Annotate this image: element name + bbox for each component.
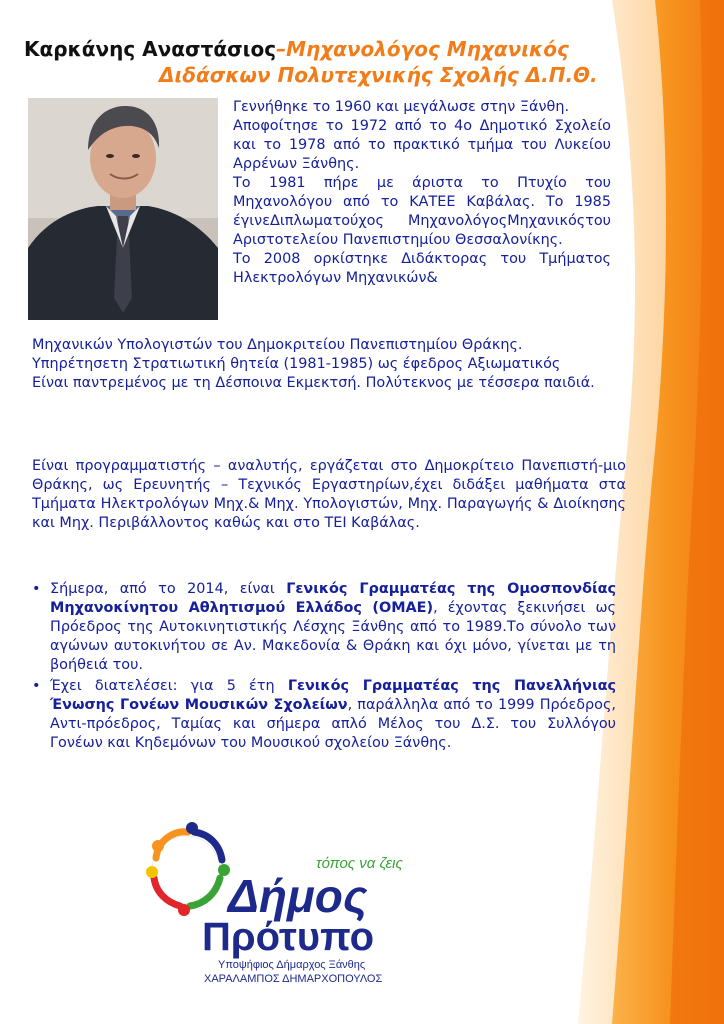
- bio-paragraph: Είναι παντρεμένος με τη Δέσποινα Εκμεκτσή. Πολύτεκνος με τέσσερα παιδιά.: [32, 375, 595, 391]
- bio-intro-column: [233, 98, 611, 288]
- list-item: • Σήμερα, από το 2014, είναι Γενικός Γραμματέας της Ομοσπονδίας Μηχανοκίνητου Αθλητισμού Ελλάδος (ΟΜΑΕ), έχοντας ξεκινήσει ως Πρόεδρος της Αυτοκινητιστικής Λέσχης Ξάνθης από το 1989.Το σύνολο των αγώνων αυτοκινήτου σε Αν. Μακεδονία & Θράκη και όχι μόνο, γίνεται με τη βοήθειά του.: [32, 581, 616, 673]
- bio-continued: [32, 336, 626, 393]
- bullet-marker: •: [32, 678, 41, 694]
- bullet-list: [32, 580, 616, 755]
- logo-tagline: τόπος να ζεις: [316, 855, 403, 872]
- bio-career: [32, 457, 626, 533]
- role-subtitle: Διδάσκων Πολυτεχνικής Σχολής Δ.Π.Θ.: [159, 63, 598, 87]
- logo-word-protypo: Πρότυπο: [202, 915, 375, 959]
- bullet-marker: •: [32, 581, 41, 597]
- campaign-logo: [140, 818, 420, 988]
- list-item: • Έχει διατελέσει: για 5 έτη Γενικός Γραμματέας της Πανελλήνιας Ένωσης Γονέων Μουσικών Σχολείων, παράλληλα από το 1999 Πρόεδρος, Αντι-πρόεδρος, Ταμίας και σήμερα απλό Μέλος του Δ.Σ. του Συλλόγου Γονέων και Κηδεμόνων του Μουσικού σχολείου Ξάνθης.: [32, 678, 616, 751]
- logo-subtitle: Υποψήφιος Δήμαρχος Ξάνθης: [218, 959, 366, 971]
- person-name: Καρκάνης Αναστάσιος: [24, 37, 277, 61]
- portrait-photo: [28, 98, 218, 320]
- page-title: [24, 36, 624, 87]
- bio-paragraph: Μηχανικών Υπολογιστών του Δημοκριτείου Πανεπιστημίου Θράκης.: [32, 337, 523, 353]
- role-title: –Μηχανολόγος Μηχανικός: [276, 37, 569, 61]
- bio-paragraph: Το 2008 ορκίστηκε Διδάκτορας του Τμήματος Ηλεκτρολόγων Μηχανικών&: [233, 251, 611, 286]
- bio-paragraph: Το 1981 πήρε με άριστα το Πτυχίο του Μηχανολόγου από το ΚΑΤΕΕ Καβάλας. Το 1985 έγινεΔιπλωματούχος ΜηχανολόγοςΜηχανικόςτου Αριστοτελείου Πανεπιστημίου Θεσσαλονίκης.: [233, 175, 611, 248]
- bio-paragraph: Γεννήθηκε το 1960 και μεγάλωσε στην Ξάνθη.: [233, 99, 570, 115]
- logo-word-dimos: Δήμος: [228, 870, 368, 922]
- bio-paragraph: Υπηρέτησετη Στρατιωτική θητεία (1981-1985) ως έφεδρος Αξιωματικός: [32, 356, 561, 372]
- people-circle-icon: [146, 822, 230, 916]
- bio-paragraph: Αποφοίτησε το 1972 από το 4ο Δημοτικό Σχολείο και το 1978 από το πρακτικό τμήμα του Λυκείου Αρρένων Ξάνθης.: [233, 118, 611, 172]
- logo-candidate-name: ΧΑΡΑΛΑΜΠΟΣ ΔΗΜΑΡΧΟΠΟΥΛΟΣ: [204, 973, 383, 985]
- bio-paragraph: Είναι προγραμματιστής – αναλυτής, εργάζεται στο Δημοκρίτειο Πανεπιστή-μιο Θράκης, ως Ερευνητής – Τεχνικός Εργαστηρίων,έχει διδάξει μαθήματα στα Τμήματα Ηλεκτρολόγων Μηχ.& Μηχ. Υπολογιστών, Μηχ. Παραγωγής & Διοίκησης και Μηχ. Περιβάλλοντος καθώς και στο ΤΕΙ Καβάλας.: [32, 458, 626, 531]
